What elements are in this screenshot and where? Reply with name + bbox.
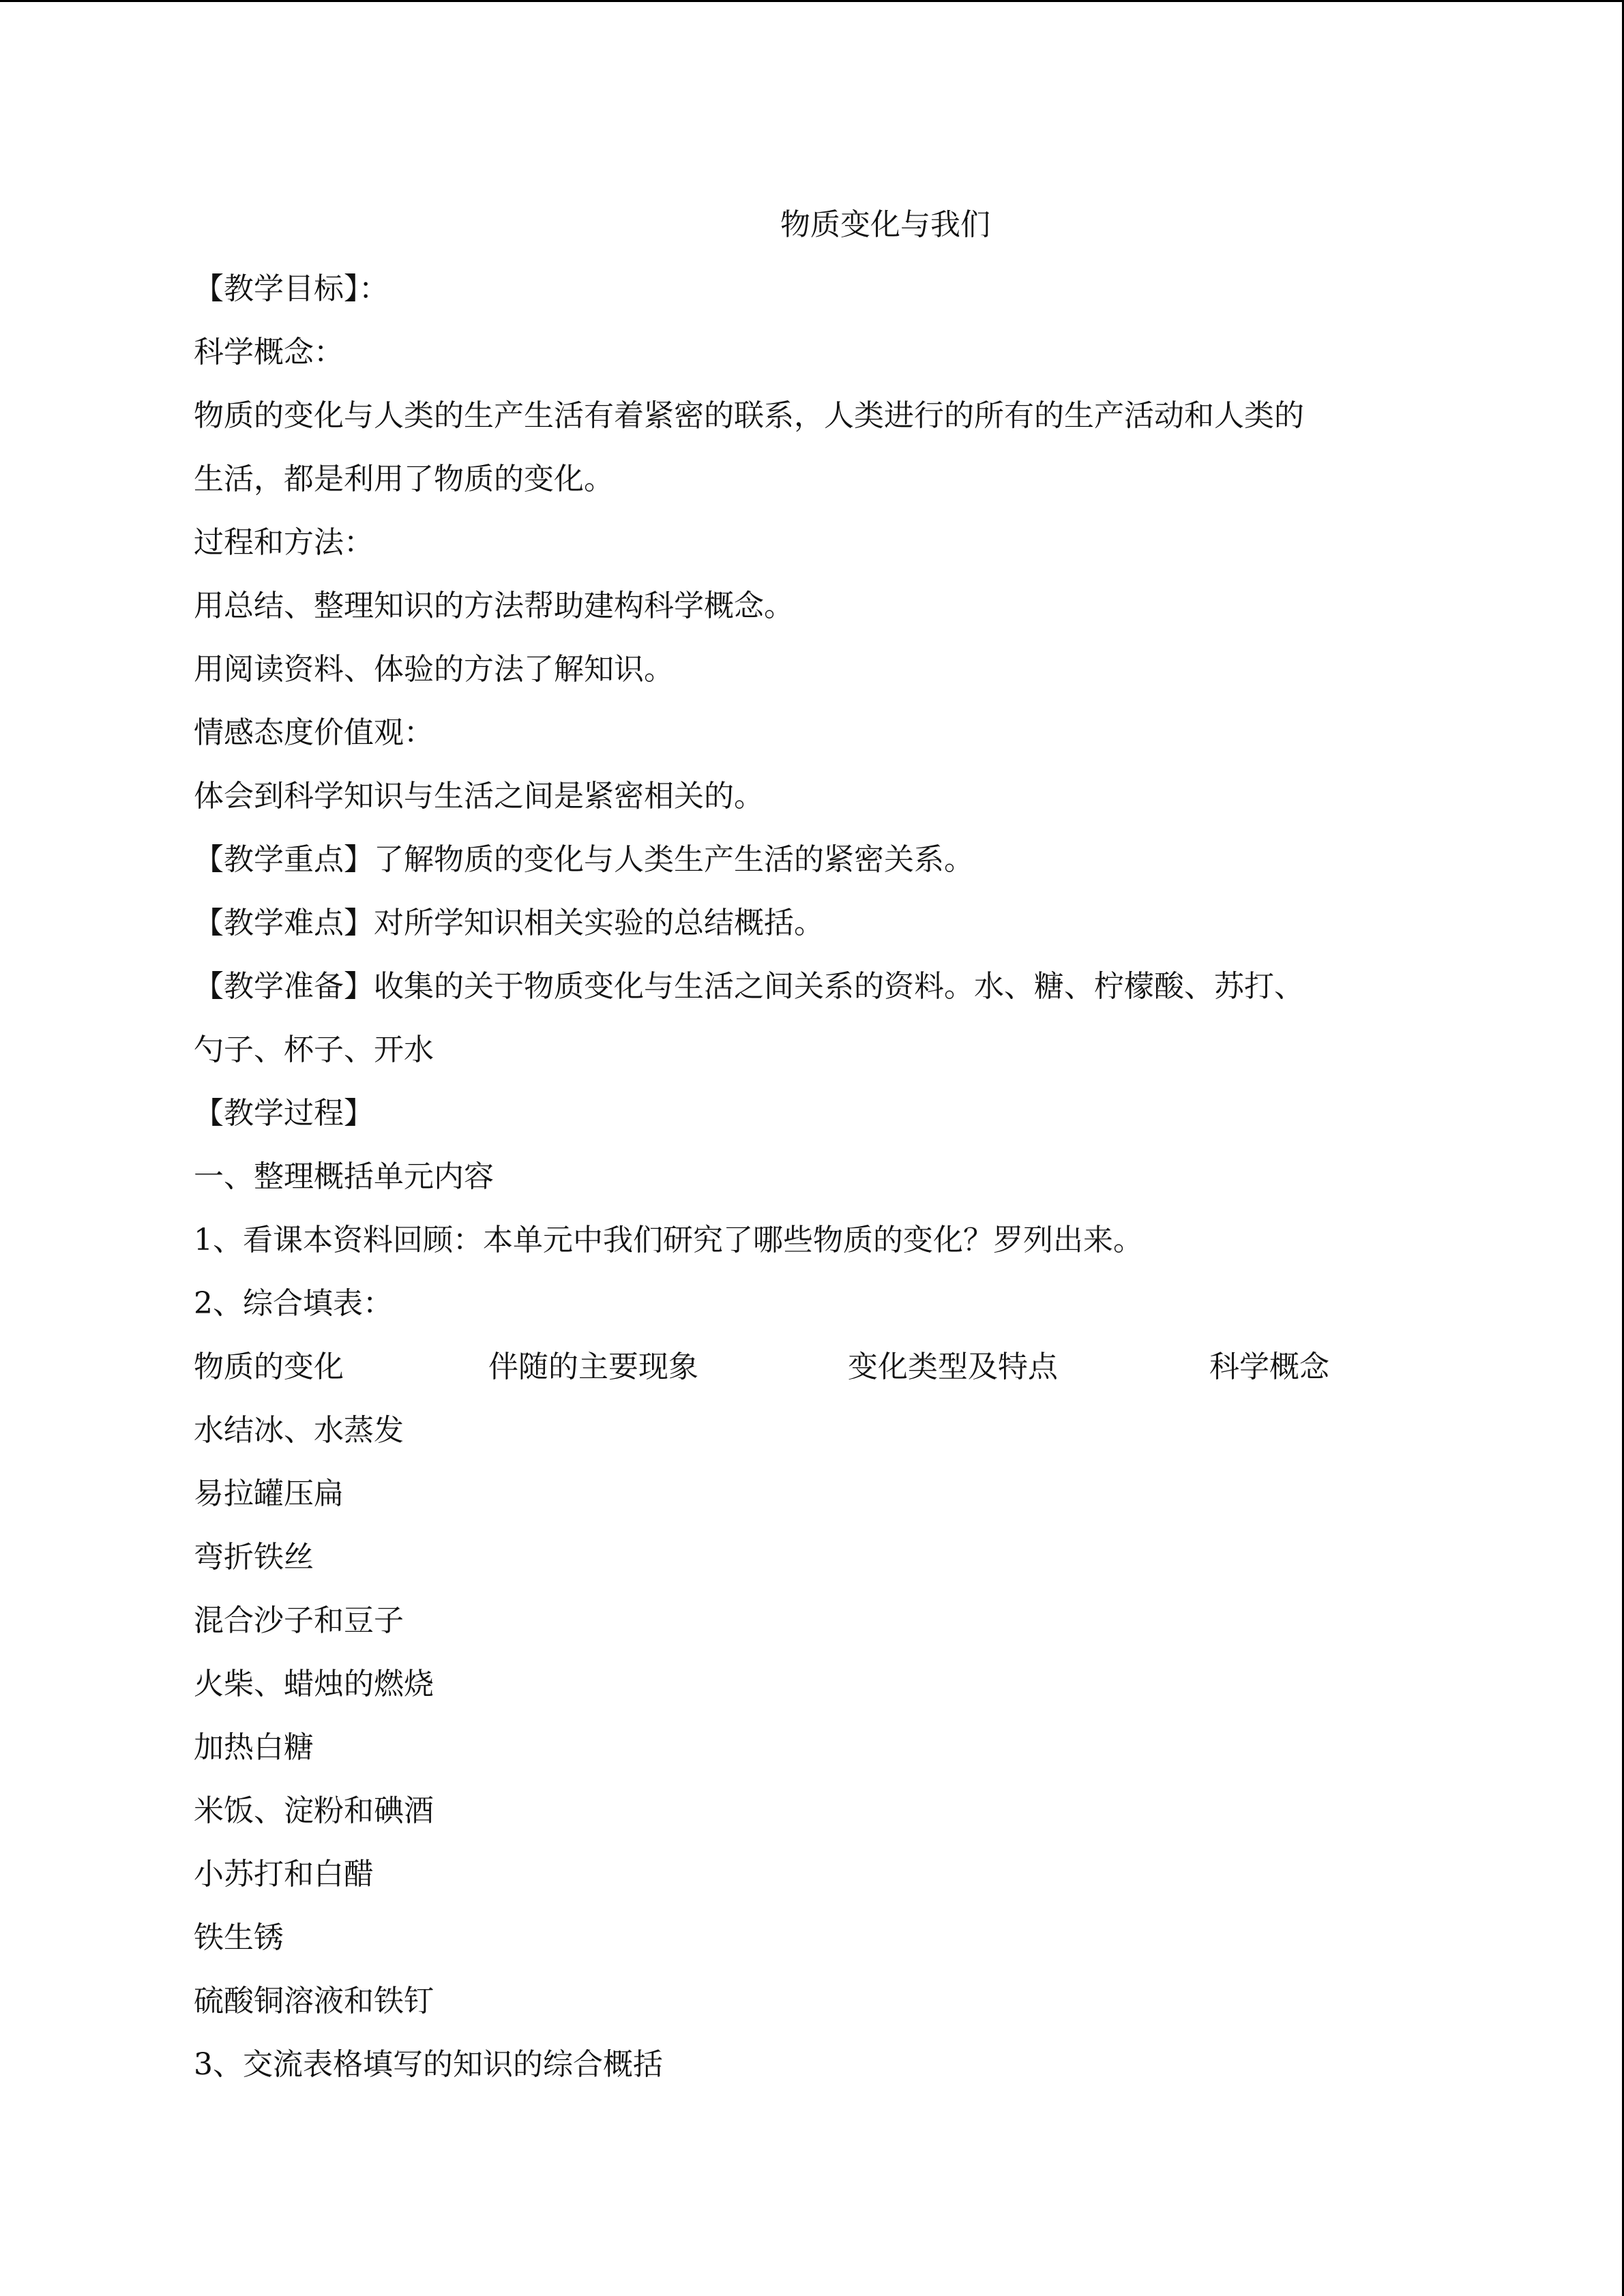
table-row: 铁生锈	[194, 1920, 284, 1955]
teaching-preparation-line-1: 【教学准备】收集的关于物质变化与生活之间关系的资料。水、糖、柠檬酸、苏打、	[194, 969, 1304, 1004]
table-header-concept: 科学概念	[1209, 1350, 1329, 1384]
method-text-2: 用阅读资料、体验的方法了解知识。	[194, 652, 674, 687]
teaching-process-heading: 【教学过程】	[194, 1096, 374, 1131]
concept-text-line-2: 生活，都是利用了物质的变化。	[194, 462, 614, 496]
concept-text-line-1: 物质的变化与人类的生产生活有着紧密的联系，人类进行的所有的生产活动和人类的	[194, 398, 1304, 433]
page-top-border	[0, 0, 1624, 2]
table-row: 混合沙子和豆子	[194, 1603, 404, 1638]
table-header-phenomena: 伴随的主要现象	[488, 1350, 698, 1384]
section-one-heading: 一、整理概括单元内容	[194, 1159, 494, 1194]
teaching-preparation-line-2: 勺子、杯子、开水	[194, 1032, 434, 1067]
table-header-change: 物质的变化	[194, 1350, 344, 1384]
table-row: 火柴、蜡烛的燃烧	[194, 1667, 434, 1701]
step-one-text: 1、看课本资料回顾：本单元中我们研究了哪些物质的变化？罗列出来。	[194, 1223, 1143, 1257]
teaching-focus: 【教学重点】了解物质的变化与人类生产生活的紧密关系。	[194, 842, 974, 877]
method-text-1: 用总结、整理知识的方法帮助建构科学概念。	[194, 588, 794, 623]
process-method-label: 过程和方法：	[194, 525, 374, 560]
teaching-difficulty: 【教学难点】对所学知识相关实验的总结概括。	[194, 906, 824, 940]
step-two-text: 2、综合填表：	[194, 1286, 393, 1321]
table-row: 加热白糖	[194, 1730, 314, 1765]
teaching-goals-heading: 【教学目标】：	[194, 271, 389, 306]
table-row: 米饭、淀粉和碘酒	[194, 1793, 434, 1828]
table-row: 小苏打和白醋	[194, 1857, 374, 1892]
table-row: 易拉罐压扁	[194, 1476, 344, 1511]
table-row: 水结冰、水蒸发	[194, 1413, 404, 1448]
table-header-type: 变化类型及特点	[848, 1350, 1058, 1384]
step-three-text: 3、交流表格填写的知识的综合概括	[194, 2047, 663, 2082]
table-row: 弯折铁丝	[194, 1540, 314, 1575]
science-concept-label: 科学概念：	[194, 335, 344, 370]
document-title: 物质变化与我们	[780, 207, 990, 242]
table-row: 硫酸铜溶液和铁钉	[194, 1984, 434, 2018]
attitude-values-text: 体会到科学知识与生活之间是紧密相关的。	[194, 779, 764, 814]
attitude-values-label: 情感态度价值观：	[194, 715, 434, 750]
